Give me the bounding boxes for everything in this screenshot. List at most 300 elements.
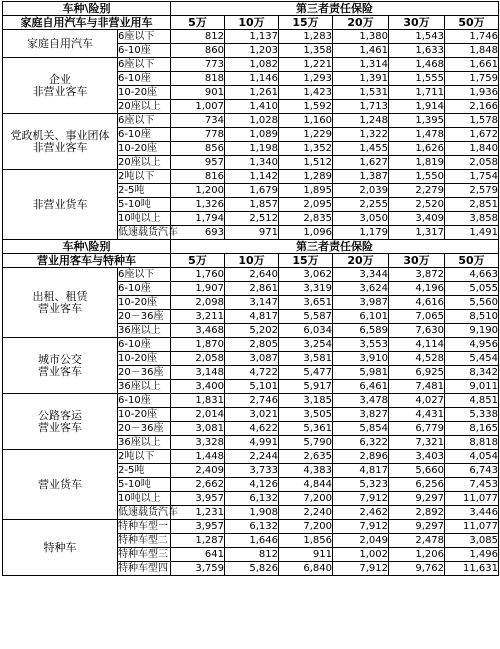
vehicle-subtype: 20－36座 [118, 366, 171, 380]
premium-cell: 3,957 [171, 492, 225, 506]
vehicle-subtype: 10-20座 [118, 86, 171, 100]
premium-cell: 1,160 [279, 114, 333, 128]
table-row [3, 450, 499, 464]
premium-cell: 3,148 [171, 366, 225, 380]
column-header: 5万 [171, 254, 225, 268]
premium-cell: 5,981 [333, 366, 389, 380]
premium-cell: 7,065 [389, 310, 445, 324]
premium-cell: 7,912 [333, 492, 389, 506]
premium-cell: 1,759 [445, 72, 499, 86]
premium-cell: 9,297 [389, 492, 445, 506]
premium-cell: 3,344 [333, 268, 389, 282]
premium-cell: 1,002 [333, 548, 389, 562]
premium-cell: 2,520 [389, 198, 445, 212]
premium-cell: 1,293 [279, 72, 333, 86]
premium-cell: 3,087 [225, 352, 279, 366]
premium-cell: 1,914 [389, 100, 445, 114]
vehicle-subtype: 2-5吨 [118, 184, 171, 198]
premium-cell: 6,589 [333, 324, 389, 338]
premium-cell: 1,358 [279, 44, 333, 58]
premium-cell: 1,555 [389, 72, 445, 86]
premium-cell: 3,409 [389, 212, 445, 226]
premium-cell: 856 [171, 142, 225, 156]
vehicle-subtype: 6-10座 [118, 128, 171, 142]
vehicle-subtype: 36座以上 [118, 324, 171, 338]
premium-cell: 3,733 [225, 464, 279, 478]
premium-cell: 3,021 [225, 408, 279, 422]
vehicle-subtype: 6座以下 [118, 30, 171, 44]
column-header: 10万 [225, 254, 279, 268]
premium-cell: 7,453 [445, 478, 499, 492]
premium-cell: 3,759 [171, 562, 225, 576]
premium-cell: 1,206 [389, 548, 445, 562]
premium-cell: 4,844 [279, 478, 333, 492]
premium-cell: 2,240 [279, 506, 333, 520]
premium-cell: 2,635 [279, 450, 333, 464]
premium-cell: 1,907 [171, 282, 225, 296]
premium-cell: 1,848 [445, 44, 499, 58]
premium-cell: 4,622 [225, 422, 279, 436]
premium-cell: 773 [171, 58, 225, 72]
premium-cell: 5,338 [445, 408, 499, 422]
column-header: 30万 [389, 254, 445, 268]
premium-cell: 2,851 [445, 198, 499, 212]
premium-cell: 1,322 [333, 128, 389, 142]
vehicle-group-label [3, 268, 118, 338]
part2-header-row [3, 240, 499, 254]
premium-cell: 1,283 [279, 30, 333, 44]
column-header: 15万 [279, 254, 333, 268]
premium-cell: 734 [171, 114, 225, 128]
premium-cell: 3,081 [171, 422, 225, 436]
premium-cell: 1,857 [225, 198, 279, 212]
vehicle-group-label [3, 450, 118, 520]
premium-cell: 1,287 [171, 534, 225, 548]
premium-cell: 2,279 [389, 184, 445, 198]
premium-cell: 1,326 [171, 198, 225, 212]
vehicle-group-line: 营业货车 [38, 477, 82, 491]
column-header: 20万 [333, 254, 389, 268]
premium-cell: 5,101 [225, 380, 279, 394]
premium-cell: 1,895 [279, 184, 333, 198]
premium-cell: 4,528 [389, 352, 445, 366]
premium-cell: 3,085 [445, 534, 499, 548]
vehicle-group-line: 党政机关、事业团体 [10, 128, 110, 142]
vehicle-group-label [3, 114, 118, 170]
table-row [3, 170, 499, 184]
premium-cell: 2,409 [171, 464, 225, 478]
premium-cell: 2,892 [389, 506, 445, 520]
vehicle-subtype: 特种车型三 [118, 548, 171, 562]
column-header: 10万 [225, 16, 279, 30]
premium-cell: 1,794 [171, 212, 225, 226]
vehicle-group-label [3, 30, 118, 58]
category-header: 家庭自用汽车与非营业用车 [3, 16, 171, 30]
premium-cell: 1,455 [333, 142, 389, 156]
premium-rate-table [2, 1, 499, 576]
premium-cell: 5,454 [445, 352, 499, 366]
premium-cell: 6,779 [389, 422, 445, 436]
premium-cell: 6,132 [225, 492, 279, 506]
premium-cell: 1,468 [389, 58, 445, 72]
premium-cell: 6,132 [225, 520, 279, 534]
premium-cell: 2,662 [171, 478, 225, 492]
corner-header: 车种\险别 [3, 240, 171, 254]
premium-cell: 2,462 [333, 506, 389, 520]
premium-cell: 3,147 [225, 296, 279, 310]
corner-header: 车种\险别 [3, 2, 171, 16]
premium-cell: 2,255 [333, 198, 389, 212]
premium-cell: 1,179 [333, 226, 389, 240]
premium-cell: 5,323 [333, 478, 389, 492]
premium-cell: 911 [279, 548, 333, 562]
premium-cell: 5,854 [333, 422, 389, 436]
premium-cell: 1,856 [279, 534, 333, 548]
vehicle-group-line: 营业客车 [38, 364, 82, 378]
part1-header-row [3, 2, 499, 16]
premium-cell: 693 [171, 226, 225, 240]
premium-cell: 1,146 [225, 72, 279, 86]
premium-cell: 1,028 [225, 114, 279, 128]
premium-cell: 8,818 [445, 436, 499, 450]
premium-cell: 2,835 [279, 212, 333, 226]
vehicle-subtype: 10-20座 [118, 352, 171, 366]
premium-cell: 1,248 [333, 114, 389, 128]
premium-cell: 4,126 [225, 478, 279, 492]
vehicle-subtype: 36座以上 [118, 380, 171, 394]
premium-cell: 1,661 [445, 58, 499, 72]
premium-cell: 641 [171, 548, 225, 562]
premium-cell: 3,910 [333, 352, 389, 366]
vehicle-group-line: 非营业客车 [32, 84, 88, 98]
premium-cell: 1,203 [225, 44, 279, 58]
premium-cell: 6,322 [333, 436, 389, 450]
table-row [3, 520, 499, 534]
vehicle-subtype: 10吨以上 [118, 212, 171, 226]
premium-cell: 5,587 [279, 310, 333, 324]
premium-cell: 1,261 [225, 86, 279, 100]
premium-cell: 5,917 [279, 380, 333, 394]
premium-cell: 4,196 [389, 282, 445, 296]
vehicle-subtype: 10-20座 [118, 296, 171, 310]
premium-cell: 2,579 [445, 184, 499, 198]
premium-cell: 1,711 [389, 86, 445, 100]
premium-cell: 1,461 [333, 44, 389, 58]
premium-cell: 1,491 [445, 226, 499, 240]
premium-cell: 2,512 [225, 212, 279, 226]
vehicle-group-line: 营业客车 [38, 420, 82, 434]
category-header: 营业用客车与特种车 [3, 254, 171, 268]
premium-cell: 3,505 [279, 408, 333, 422]
premium-cell: 3,872 [389, 268, 445, 282]
coverage-header: 第三者责任保险 [171, 2, 499, 16]
premium-cell: 3,185 [279, 394, 333, 408]
premium-cell: 4,054 [445, 450, 499, 464]
vehicle-subtype: 10-20座 [118, 408, 171, 422]
premium-cell: 2,805 [225, 338, 279, 352]
premium-cell: 5,790 [279, 436, 333, 450]
premium-cell: 1,391 [333, 72, 389, 86]
premium-cell: 1,142 [225, 170, 279, 184]
premium-cell: 9,762 [389, 562, 445, 576]
vehicle-subtype: 20座以上 [118, 100, 171, 114]
premium-cell: 2,098 [171, 296, 225, 310]
premium-cell: 3,050 [333, 212, 389, 226]
premium-cell: 6,840 [279, 562, 333, 576]
premium-cell: 812 [225, 548, 279, 562]
premium-cell: 4,956 [445, 338, 499, 352]
premium-cell: 1,626 [389, 142, 445, 156]
premium-cell: 1,746 [445, 30, 499, 44]
premium-cell: 816 [171, 170, 225, 184]
premium-cell: 11,077 [445, 492, 499, 506]
premium-cell: 9,011 [445, 380, 499, 394]
premium-cell: 1,633 [389, 44, 445, 58]
vehicle-subtype: 6-10座 [118, 72, 171, 86]
premium-cell: 1,423 [279, 86, 333, 100]
premium-cell: 1,082 [225, 58, 279, 72]
premium-cell: 1,410 [225, 100, 279, 114]
premium-cell: 3,446 [445, 506, 499, 520]
premium-cell: 7,912 [333, 520, 389, 534]
vehicle-group-line: 公路客运 [38, 408, 82, 422]
premium-cell: 4,991 [225, 436, 279, 450]
premium-cell: 7,200 [279, 520, 333, 534]
premium-cell: 1,096 [279, 226, 333, 240]
premium-cell: 1,496 [445, 548, 499, 562]
vehicle-subtype: 2吨以下 [118, 450, 171, 464]
vehicle-subtype: 6-10座 [118, 282, 171, 296]
vehicle-subtype: 2吨以下 [118, 170, 171, 184]
premium-cell: 3,400 [171, 380, 225, 394]
premium-cell: 901 [171, 86, 225, 100]
premium-cell: 1,578 [445, 114, 499, 128]
table-row [3, 394, 499, 408]
premium-cell: 4,383 [279, 464, 333, 478]
premium-cell: 8,342 [445, 366, 499, 380]
premium-cell: 9,190 [445, 324, 499, 338]
premium-cell: 6,461 [333, 380, 389, 394]
premium-cell: 1,936 [445, 86, 499, 100]
premium-cell: 1,831 [171, 394, 225, 408]
premium-cell: 778 [171, 128, 225, 142]
premium-cell: 2,896 [333, 450, 389, 464]
vehicle-subtype: 低速载货汽车 [118, 506, 178, 518]
premium-cell: 3,468 [171, 324, 225, 338]
premium-cell: 1,200 [171, 184, 225, 198]
premium-cell: 1,352 [279, 142, 333, 156]
premium-cell: 1,007 [171, 100, 225, 114]
vehicle-subtype: 6座以下 [118, 114, 171, 128]
premium-cell: 6,743 [445, 464, 499, 478]
vehicle-subtype: 特种车型二 [118, 534, 171, 548]
premium-cell: 3,319 [279, 282, 333, 296]
premium-cell: 6,925 [389, 366, 445, 380]
premium-cell: 5,477 [279, 366, 333, 380]
vehicle-subtype: 10-20座 [118, 142, 171, 156]
premium-cell: 2,014 [171, 408, 225, 422]
premium-cell: 5,660 [389, 464, 445, 478]
premium-cell: 4,431 [389, 408, 445, 422]
premium-cell: 3,957 [171, 520, 225, 534]
vehicle-subtype: 2-5吨 [118, 464, 171, 478]
premium-cell: 2,049 [333, 534, 389, 548]
premium-cell: 6,034 [279, 324, 333, 338]
vehicle-subtype: 10吨以上 [118, 492, 171, 506]
premium-cell: 2,058 [171, 352, 225, 366]
part1-column-header-row [3, 16, 499, 30]
vehicle-subtype: 6-10座 [118, 394, 171, 408]
premium-cell: 812 [171, 30, 225, 44]
premium-cell: 5,560 [445, 296, 499, 310]
premium-cell: 3,254 [279, 338, 333, 352]
premium-cell: 7,912 [333, 562, 389, 576]
premium-cell: 1,231 [171, 506, 225, 520]
premium-cell: 860 [171, 44, 225, 58]
premium-cell: 3,624 [333, 282, 389, 296]
premium-cell: 3,328 [171, 436, 225, 450]
vehicle-group-line: 城市公交 [38, 352, 82, 366]
vehicle-group-line: 出租、租赁 [32, 289, 88, 303]
premium-cell: 2,058 [445, 156, 499, 170]
vehicle-subtype: 20座以上 [118, 156, 171, 170]
premium-cell: 5,202 [225, 324, 279, 338]
premium-cell: 7,481 [389, 380, 445, 394]
premium-cell: 1,089 [225, 128, 279, 142]
premium-cell: 4,027 [389, 394, 445, 408]
premium-cell: 7,321 [389, 436, 445, 450]
premium-cell: 957 [171, 156, 225, 170]
premium-cell: 2,166 [445, 100, 499, 114]
premium-cell: 1,221 [279, 58, 333, 72]
premium-cell: 1,713 [333, 100, 389, 114]
premium-cell: 5,826 [225, 562, 279, 576]
vehicle-subtype: 5-10吨 [118, 198, 171, 212]
premium-cell: 1,387 [333, 170, 389, 184]
premium-cell: 9,297 [389, 520, 445, 534]
premium-cell: 1,679 [225, 184, 279, 198]
premium-cell: 1,380 [333, 30, 389, 44]
premium-cell: 1,646 [225, 534, 279, 548]
premium-cell: 1,754 [445, 170, 499, 184]
premium-cell: 3,581 [279, 352, 333, 366]
premium-cell: 7,200 [279, 492, 333, 506]
premium-cell: 3,651 [279, 296, 333, 310]
vehicle-subtype: 6座以下 [118, 58, 171, 72]
premium-cell: 5,055 [445, 282, 499, 296]
premium-cell: 1,229 [279, 128, 333, 142]
vehicle-subtype: 20－36座 [118, 310, 171, 324]
column-header: 20万 [333, 16, 389, 30]
vehicle-subtype: 5-10吨 [118, 478, 171, 492]
premium-cell: 3,062 [279, 268, 333, 282]
premium-cell: 4,663 [445, 268, 499, 282]
premium-cell: 7,630 [389, 324, 445, 338]
premium-cell: 1,543 [389, 30, 445, 44]
premium-cell: 11,077 [445, 520, 499, 534]
vehicle-subtype: 6-10座 [118, 338, 171, 352]
table-row [3, 30, 499, 44]
premium-cell: 1,314 [333, 58, 389, 72]
vehicle-group-label [3, 170, 118, 240]
premium-cell: 1,198 [225, 142, 279, 156]
premium-cell: 1,289 [279, 170, 333, 184]
premium-cell: 818 [171, 72, 225, 86]
vehicle-subtype: 特种车型四 [118, 562, 171, 576]
premium-cell: 4,851 [445, 394, 499, 408]
part2-column-header-row [3, 254, 499, 268]
vehicle-subtype: 低速载货汽车 [118, 226, 178, 238]
premium-cell: 8,510 [445, 310, 499, 324]
vehicle-subtype: 6-10座 [118, 44, 171, 58]
vehicle-group-line: 非营业客车 [32, 140, 88, 154]
premium-cell: 2,640 [225, 268, 279, 282]
vehicle-group-label [3, 394, 118, 450]
column-header: 30万 [389, 16, 445, 30]
premium-cell: 2,861 [225, 282, 279, 296]
premium-cell: 3,987 [333, 296, 389, 310]
premium-cell: 4,817 [333, 464, 389, 478]
premium-cell: 4,817 [225, 310, 279, 324]
column-header: 50万 [445, 16, 499, 30]
vehicle-subtype: 特种车型一 [118, 520, 171, 534]
premium-cell: 1,627 [333, 156, 389, 170]
table-row [3, 114, 499, 128]
premium-cell: 1,592 [279, 100, 333, 114]
premium-cell: 971 [225, 226, 279, 240]
premium-cell: 1,819 [389, 156, 445, 170]
vehicle-subtype: 20－36座 [118, 422, 171, 436]
premium-cell: 1,137 [225, 30, 279, 44]
premium-cell: 2,746 [225, 394, 279, 408]
vehicle-group-line: 企业 [49, 72, 71, 86]
premium-cell: 4,616 [389, 296, 445, 310]
vehicle-group-line: 特种车 [43, 540, 77, 554]
premium-cell: 1,550 [389, 170, 445, 184]
premium-cell: 1,448 [171, 450, 225, 464]
premium-cell: 3,211 [171, 310, 225, 324]
coverage-header: 第三者责任保险 [171, 240, 499, 254]
premium-cell: 8,165 [445, 422, 499, 436]
vehicle-subtype: 36座以上 [118, 436, 171, 450]
premium-cell: 6,256 [389, 478, 445, 492]
premium-cell: 1,340 [225, 156, 279, 170]
premium-cell: 1,840 [445, 142, 499, 156]
premium-cell: 4,722 [225, 366, 279, 380]
premium-cell: 1,317 [389, 226, 445, 240]
premium-cell: 1,478 [389, 128, 445, 142]
premium-cell: 1,908 [225, 506, 279, 520]
premium-cell: 1,870 [171, 338, 225, 352]
premium-cell: 3,827 [333, 408, 389, 422]
premium-cell: 3,553 [333, 338, 389, 352]
premium-cell: 2,095 [279, 198, 333, 212]
premium-cell: 6,101 [333, 310, 389, 324]
vehicle-group-label [3, 338, 118, 394]
vehicle-group-label [3, 520, 118, 576]
premium-cell: 4,114 [389, 338, 445, 352]
premium-cell: 3,403 [389, 450, 445, 464]
vehicle-group-label [3, 58, 118, 114]
premium-cell: 3,478 [333, 394, 389, 408]
column-header: 5万 [171, 16, 225, 30]
premium-cell: 5,361 [279, 422, 333, 436]
premium-cell: 11,631 [445, 562, 499, 576]
premium-cell: 2,478 [389, 534, 445, 548]
column-header: 15万 [279, 16, 333, 30]
premium-cell: 1,531 [333, 86, 389, 100]
premium-cell: 1,512 [279, 156, 333, 170]
